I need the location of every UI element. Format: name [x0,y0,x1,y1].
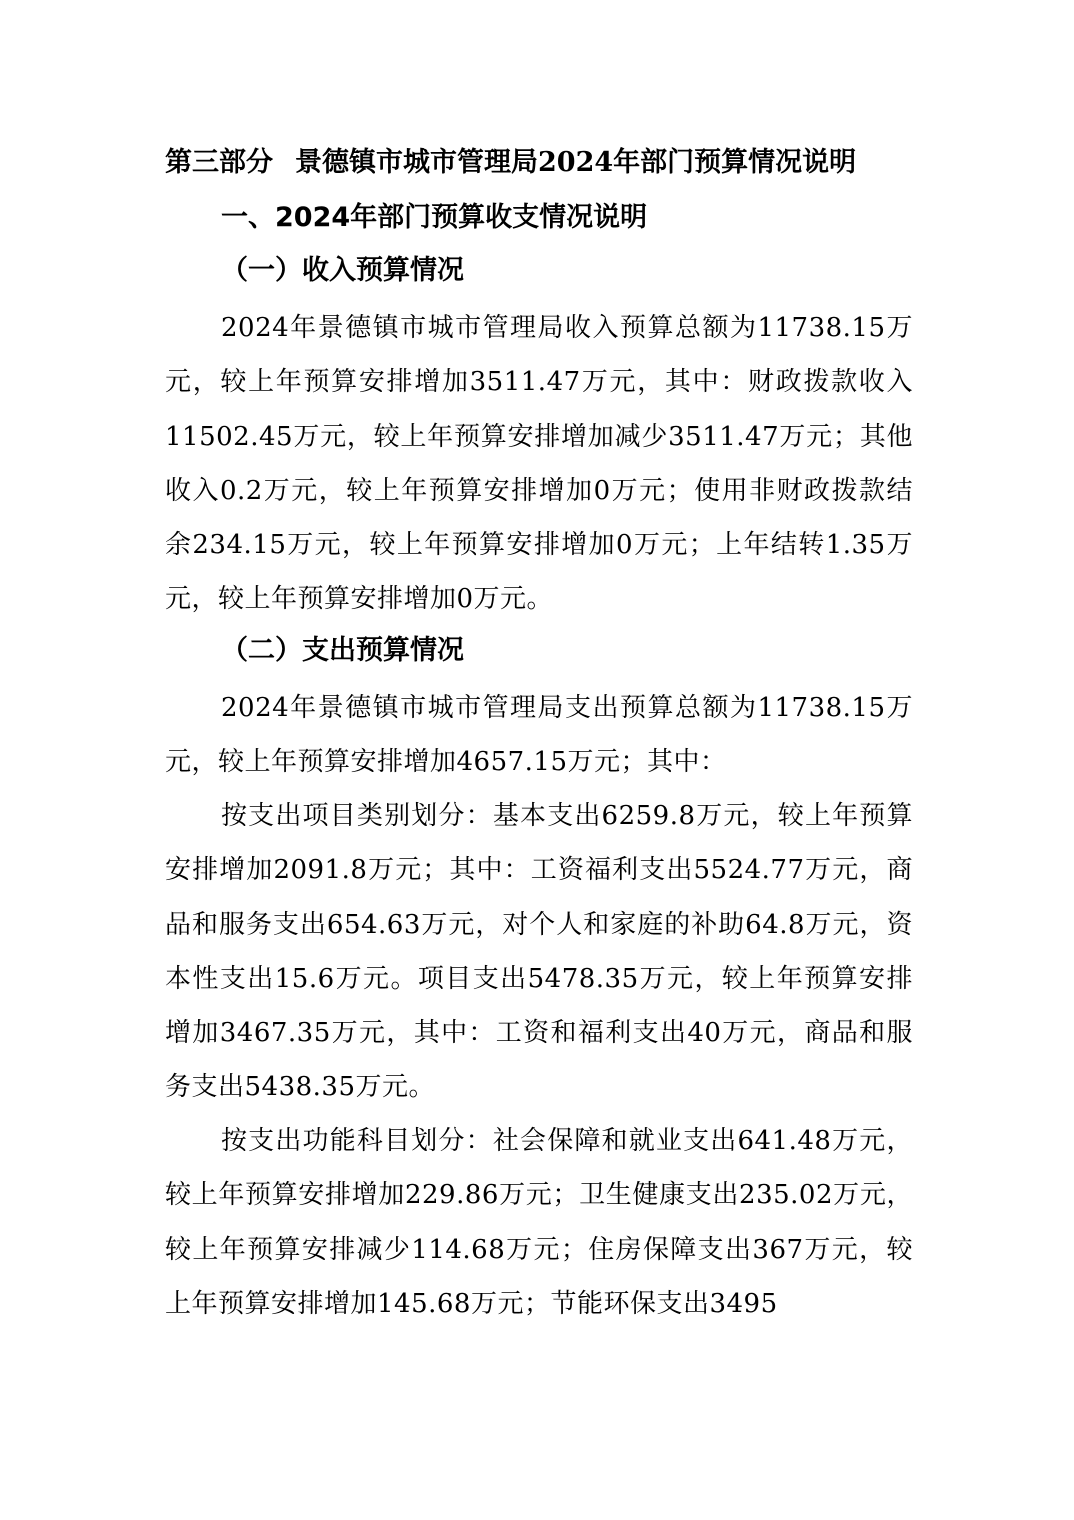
income-subheading: （一）收入预算情况 [221,255,464,286]
part-label: 第三部分 [165,147,273,178]
expense-subheading: （二）支出预算情况 [221,635,464,666]
document-page [165,0,913,1520]
section-heading: 一、2024年部门预算收支情况说明 [221,202,648,233]
expense-category-paragraph: 按支出项目类别划分：基本支出6259.8万元，较上年预算安排增加2091.8万元；其中：工资福利支出5524.77万元，商品和服务支出654.63万元，对个人和家庭的补助64.8万元，资本性支出15.6万元。项目支出5478.35万元，较上年预算安排增加3467.35万元，其中：工资和福利支出40万元，商品和服务支出5438.35万元。 [165,801,913,1103]
expense-function-paragraph: 按支出功能科目划分：社会保障和就业支出641.48万元，较上年预算安排增加229.86万元；卫生健康支出235.02万元，较上年预算安排减少114.68万元；住房保障支出367万元，较上年预算安排增加145.68万元；节能环保支出3495 [165,1126,913,1319]
expense-total-paragraph: 2024年景德镇市城市管理局支出预算总额为11738.15万元，较上年预算安排增加4657.15万元；其中： [165,693,913,778]
part-heading [165,145,913,181]
income-paragraph: 2024年景德镇市城市管理局收入预算总额为11738.15万元，较上年预算安排增加3511.47万元，其中：财政拨款收入11502.45万元，较上年预算安排增加减少3511.47万元；其他收入0.2万元，较上年预算安排增加0万元；使用非财政拨款结余234.15万元，较上年预算安排增加0万元；上年结转1.35万元，较上年预算安排增加0万元。 [165,313,913,615]
part-title-text: 景德镇市城市管理局2024年部门预算情况说明 [295,147,857,178]
